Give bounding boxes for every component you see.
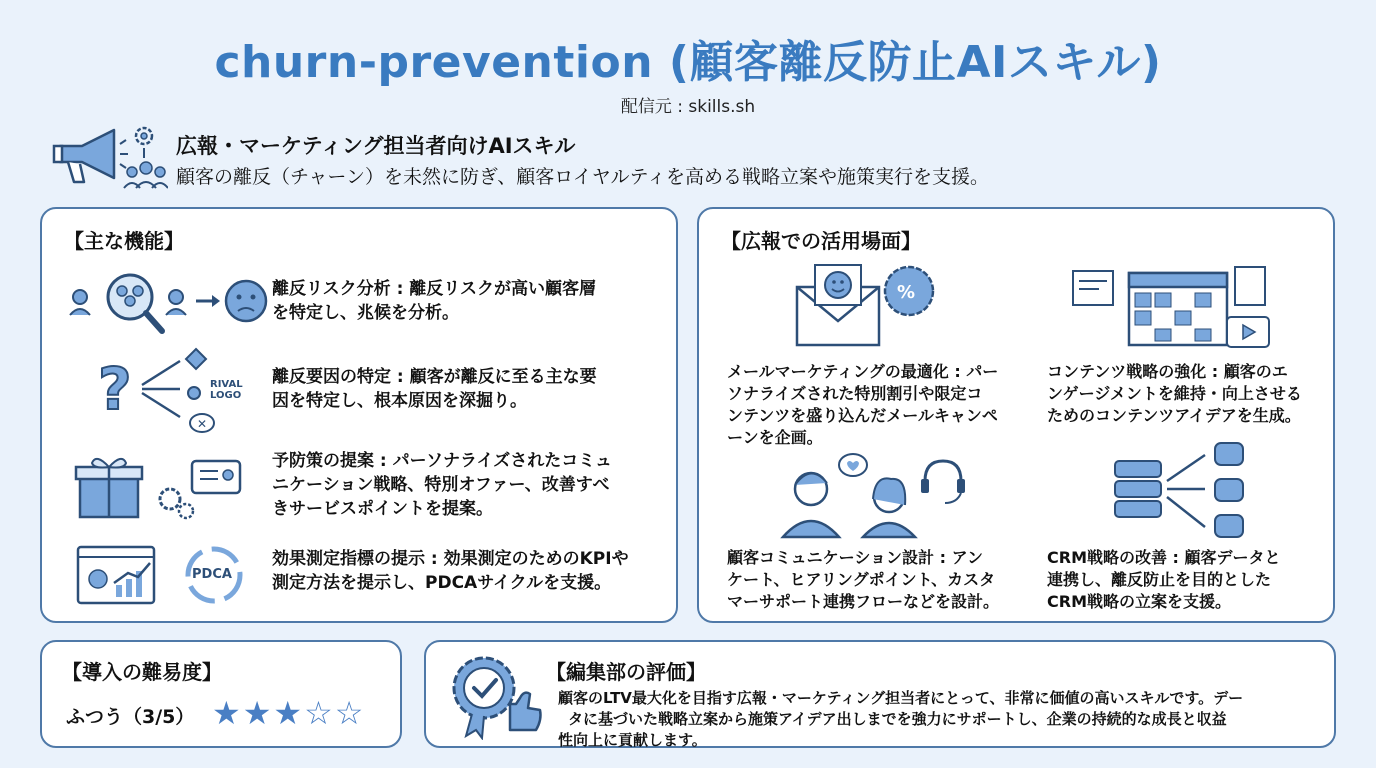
page-title: churn-prevention (顧客離反防止AIスキル) — [214, 37, 1162, 88]
feature-kpi-presentation — [272, 547, 629, 595]
review-text-line: 顧客のLTV最大化を目指す広報・マーケティング担当者にとって、非常に価値の高いスキルです。デー — [558, 689, 1244, 707]
rival-logo-line: LOGO — [210, 390, 242, 401]
svg-text:?: ? — [98, 355, 132, 423]
difficulty-panel — [40, 640, 402, 748]
feature-text-line: ニケーション戦略、特別オファー、改善すべ — [272, 475, 610, 495]
intro-heading: 広報・マーケティング担当者向けAIスキル — [176, 134, 576, 158]
difficulty-stars — [212, 694, 365, 732]
use-text-line: ケート、ヒアリングポイント、カスタ — [727, 570, 996, 589]
feature-text-line: 離反リスク分析 : 離反リスクが高い顧客層 — [272, 279, 596, 299]
feature-cause-identification — [272, 365, 597, 413]
review-text-line: 性向上に貢献します。 — [558, 731, 707, 749]
uses-panel — [697, 207, 1335, 623]
people-support-icon — [779, 449, 979, 539]
review-panel — [424, 640, 1336, 748]
feature-prevention-proposal — [272, 449, 612, 521]
star-full-icon: ★★★ — [212, 694, 305, 732]
feature-text-line: 因を特定し、根本原因を深掘り。 — [272, 391, 527, 411]
use-content-strategy — [1047, 361, 1302, 427]
use-email-marketing — [727, 361, 998, 449]
star-empty-icon: ☆☆ — [304, 694, 366, 732]
features-panel — [40, 207, 678, 623]
gift-gear-icon — [68, 451, 268, 523]
megaphone-icon — [52, 122, 168, 192]
use-text-line: 連携し、離反防止を目的とした — [1047, 570, 1272, 589]
badge-check-thumbs-up-icon — [444, 650, 544, 740]
use-text-line: ンゲージメントを維持・向上させる — [1047, 384, 1302, 403]
svg-text:%: % — [897, 282, 916, 303]
feature-text-line: きサービスポイントを提案。 — [272, 499, 493, 519]
review-title: 【編集部の評価】 — [546, 660, 706, 684]
rival-logo-line: RIVAL — [210, 379, 243, 390]
features-title: 【主な機能】 — [64, 229, 184, 253]
use-text-line: メールマーケティングの最適化 : パー — [727, 362, 999, 381]
feature-risk-analysis — [272, 277, 596, 325]
use-crm-strategy — [1047, 547, 1281, 613]
email-discount-icon — [791, 261, 941, 351]
svg-text:✕: ✕ — [197, 417, 208, 431]
use-text-line: ンテンツを盛り込んだメールキャンペ — [727, 406, 998, 425]
use-text-line: ーンを企画。 — [727, 428, 823, 447]
source-label: 配信元 : skills.sh — [620, 97, 756, 117]
feature-text-line: 効果測定指標の提示 : 効果測定のためのKPIや — [272, 549, 629, 569]
rival-logo-text — [210, 379, 243, 401]
feature-text-line: を特定し、兆候を分析。 — [272, 303, 459, 323]
database-icon — [1111, 441, 1261, 541]
difficulty-title: 【導入の難易度】 — [62, 660, 222, 684]
calendar-content-icon — [1069, 263, 1279, 353]
uses-title: 【広報での活用場面】 — [721, 229, 921, 253]
use-text-line: CRM戦略の立案を支援。 — [1047, 592, 1231, 611]
review-text-line: タに基づいた戦略立案から施策アイデア出しまでを強力にサポートし、企業の持続的な成長と収益 — [568, 710, 1227, 728]
feature-text-line: 予防策の提案 : パーソナライズされたコミュ — [272, 451, 612, 471]
chart-pdca-icon — [74, 539, 274, 611]
intro-description: 顧客の離反（チャーン）を未然に防ぎ、顧客ロイヤルティを高める戦略立案や施策実行を支援。 — [176, 166, 990, 188]
use-text-line: ためのコンテンツアイデアを生成。 — [1047, 406, 1301, 425]
feature-text-line: 測定方法を提示し、PDCAサイクルを支援。 — [272, 573, 612, 593]
use-text-line: 顧客コミュニケーション設計 : アン — [727, 548, 983, 567]
use-text-line: CRM戦略の改善 : 顧客データと — [1047, 548, 1281, 567]
feature-text-line: 離反要因の特定 : 顧客が離反に至る主な要 — [272, 367, 597, 387]
use-text-line: コンテンツ戦略の強化 : 顧客のエ — [1047, 362, 1288, 381]
difficulty-label: ふつう（3/5） — [66, 706, 195, 728]
review-body — [558, 688, 1338, 751]
magnifier-customers-icon — [68, 271, 268, 341]
use-communication-design — [727, 547, 999, 613]
pdca-label: PDCA — [192, 567, 232, 582]
use-text-line: ソナライズされた特別割引や限定コ — [727, 384, 983, 403]
use-text-line: マーサポート連携フローなどを設計。 — [727, 592, 1000, 611]
